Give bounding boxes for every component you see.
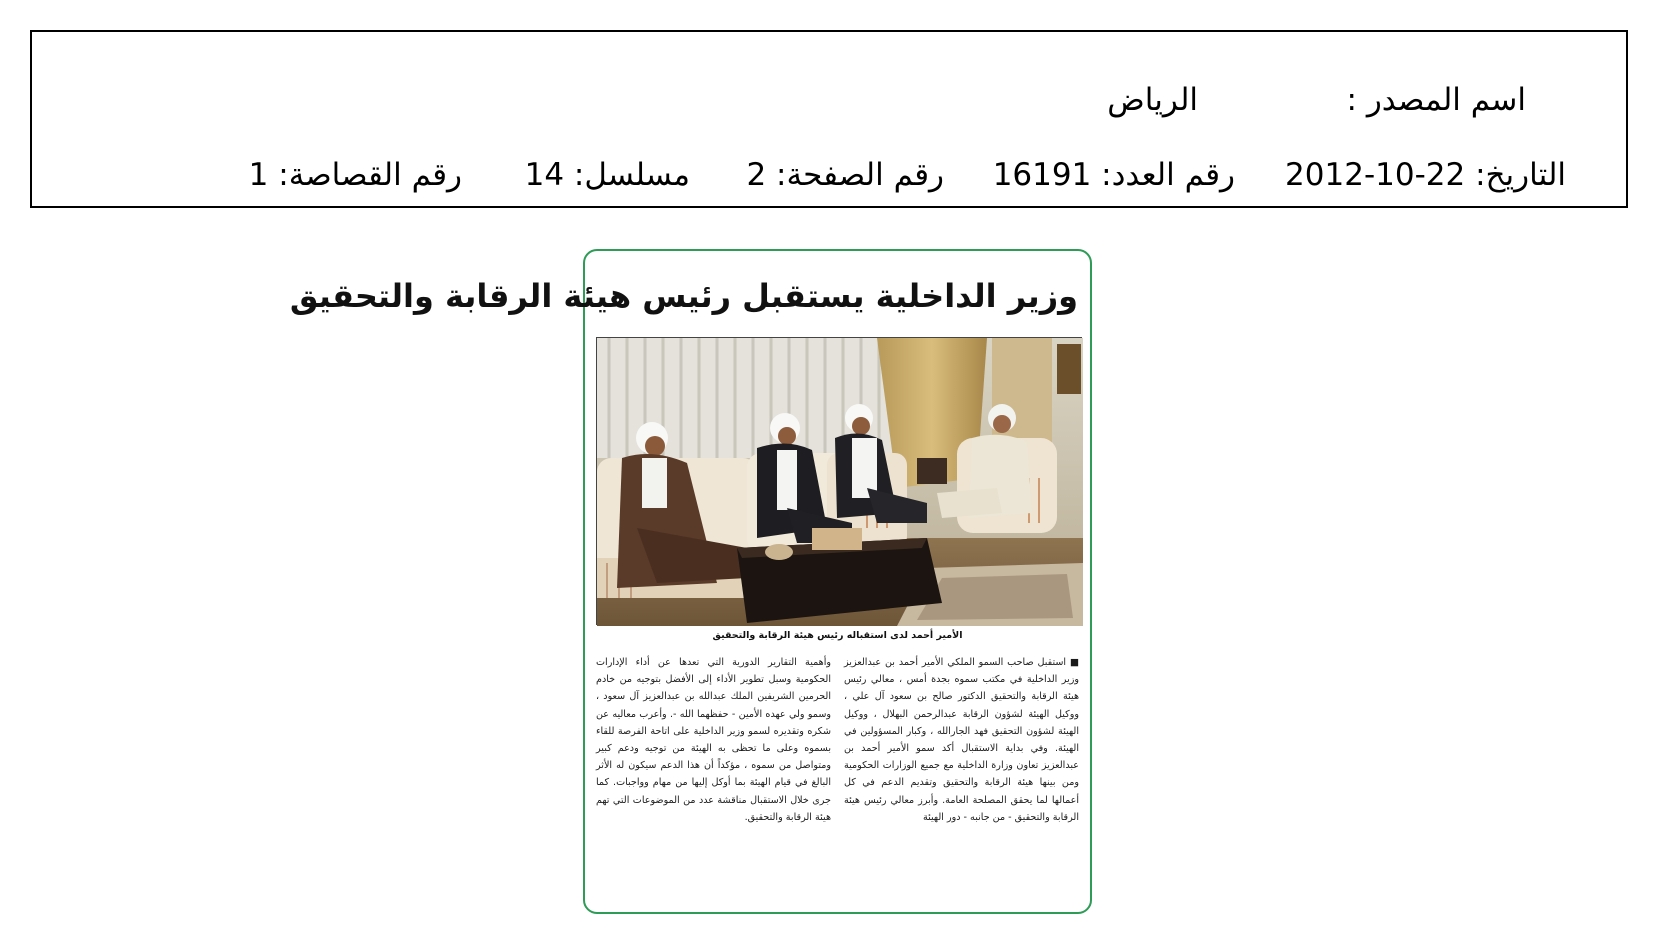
source-info-box [30,30,1628,208]
article-column-right: ■ استقبل صاحب السمو الملكي الأمير أحمد بن عبدالعزيز وزير الداخلية في مكتب سموه بجدة أمس ، معالي رئيس هيئة الرقابة والتحقيق الدكتور صالح بن سعود آل علي ، ووكيل الهيئة لشؤون الرقابة عبدالرحمن البهلال ، ووكيل الهيئة لشؤون التحقيق فهد الجارالله ، وكبار المسؤولين في الهيئة. وفي بداية الاستقبال أكد سمو الأمير أحمد بن عبدالعزيز تعاون وزارة الداخلية مع جميع الوزارات الحكومية ومن بينها هيئة الرقابة والتحقيق وتقديم الدعم في كل أعمالها لما يحقق المصلحة العامة. وأبرز معالي رئيس هيئة الرقابة والتحقيق - من جانبه - دور الهيئة [844,657,1079,823]
article-headline: وزير الداخلية يستقبل رئيس هيئة الرقابة والتحقيق [289,277,1078,315]
clip-number-field: رقم القصاصة: 1 [248,157,462,193]
article-column-left: وأهمية التقارير الدورية التي تعدها عن أداء الإدارات الحكومية وسبل تطوير الأداء إلى الأفضل بتوجيه من خادم الحرمين الشريفين الملك عبدالله بن عبدالعزيز آل سعود ، وسمو ولي عهده الأمين - حفظهما الله -. وأعرب معاليه عن شكره وتقديره لسمو وزير الداخلية على اتاحة الفرصة للقاء بسموه وعلى ما تحظى به الهيئة من توجيه ودعم كبير ومتواصل من سموه ، مؤكداً أن هذا الدعم سيكون له الأثر البالغ في قيام الهيئة بما أوكل إليها من مهام وواجبات. كما جرى خلال الاستقبال مناقشة عدد من الموضوعات التي تهم هيئة الرقابة والتحقيق. [596,657,831,823]
source-value: الرياض [1107,82,1198,118]
meeting-photo-illustration [597,338,1083,626]
issue-number-field: رقم العدد: 16191 [992,157,1235,193]
source-label: اسم المصدر : [1346,82,1526,118]
newspaper-clipping [289,249,1092,914]
article-photo [596,337,1082,625]
serial-field: مسلسل: 14 [524,157,690,193]
date-field: التاريخ: 22-10-2012 [1285,157,1566,193]
page-number-field: رقم الصفحة: 2 [746,157,944,193]
photo-caption: الأمير أحمد لدى استقباله رئيس هيئة الرقابة والتحقيق [712,630,963,641]
